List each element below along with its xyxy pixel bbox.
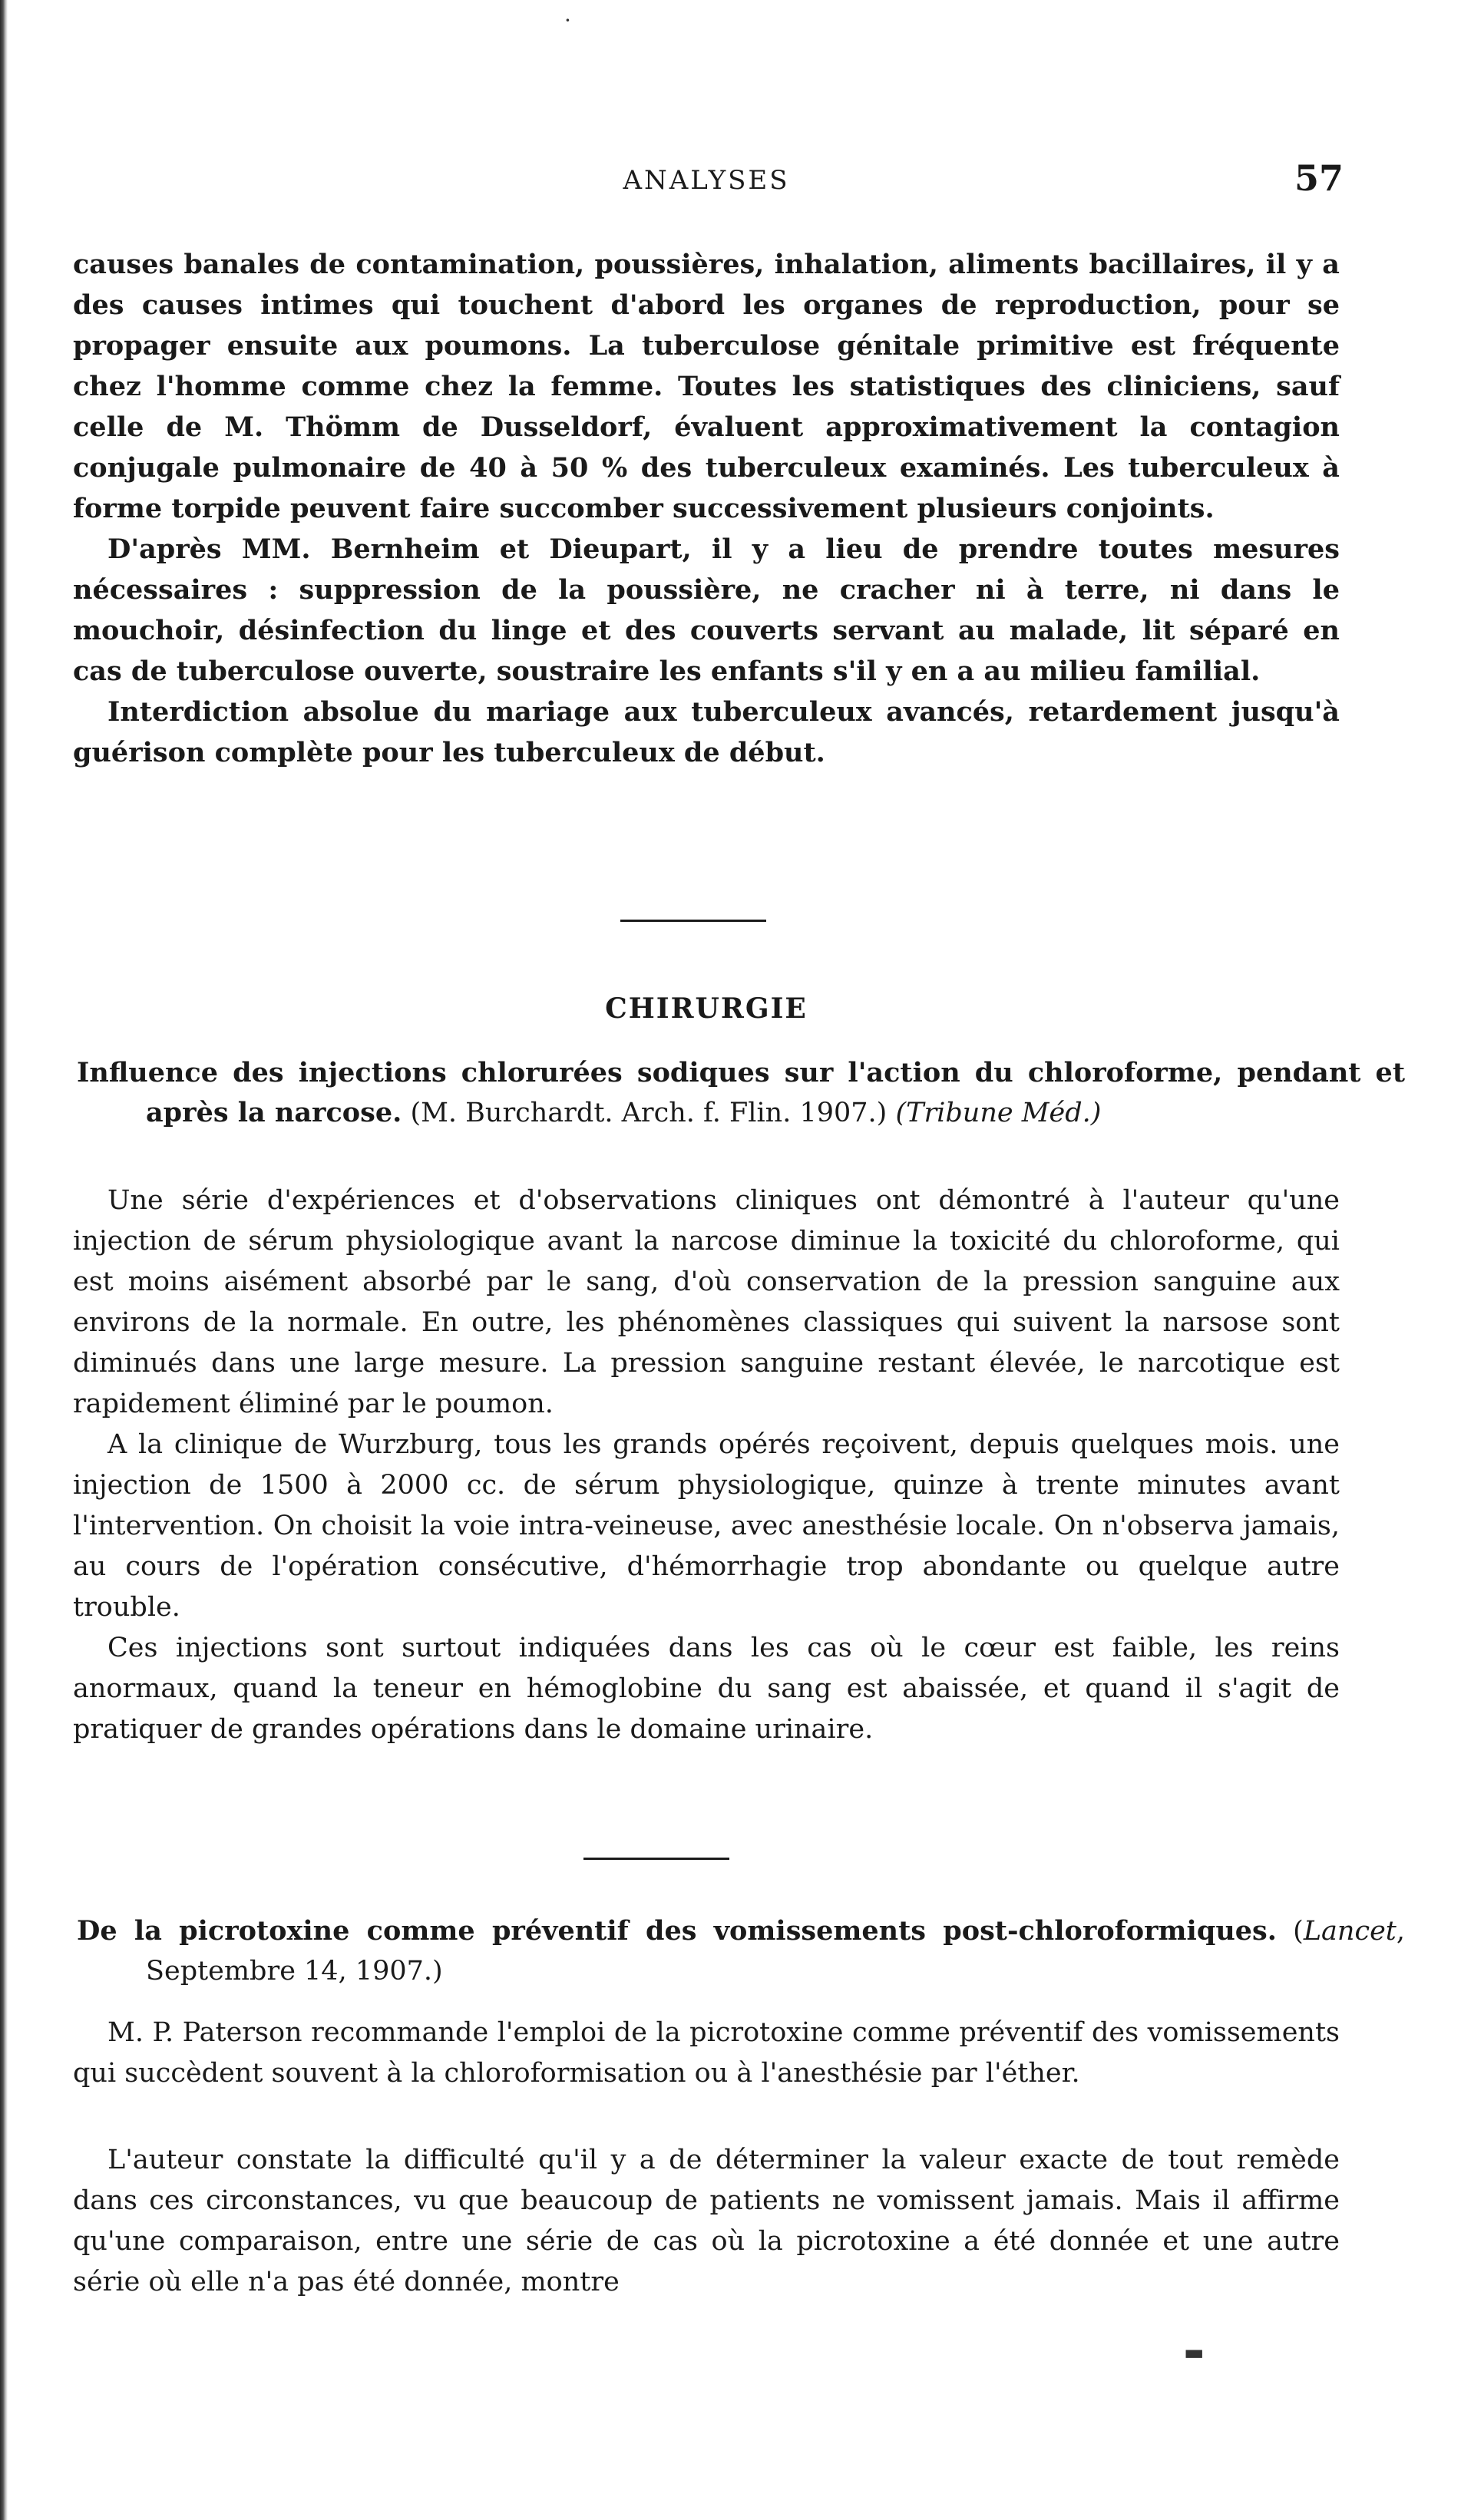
continuation-paragraph-2: D'après MM. Bernheim et Dieupart, il y a lieu de prendre toutes mesures nécessaires : suppression de la poussière, ne cracher ni à terre, ni dans le mouchoir, désinfection du linge et des couverts servant au malade, lit séparé en cas de tuberculose ouverte, soustraire les enfants s'il y en a au milieu familial. — [73, 533, 1340, 687]
article-1-body — [73, 1181, 1340, 1750]
scan-speck: ▬ — [1184, 2340, 1205, 2365]
article-1-title-text: Influence des injections chlorurées sodiques sur l'action du chloroforme, pendant et après la narcose. — [77, 1057, 1405, 1128]
scan-speck: · — [564, 8, 571, 33]
running-title: ANALYSES — [623, 165, 790, 196]
page-number: 57 — [1294, 157, 1344, 199]
article-2-title-text: De la picrotoxine comme préventif des vomissements post-chloroformiques. — [77, 1915, 1277, 1947]
article-2-source-open: ( — [1293, 1916, 1304, 1947]
section-heading: CHIRURGIE — [605, 992, 808, 1025]
continuation-paragraph-1: causes banales de contamination, poussières, inhalation, aliments bacillaires, il y a des causes intimes qui touchent d'abord les organes de reproduction, pour se propager ensuite aux poumons. La tuberculose génitale primitive est fréquente chez l'homme comme chez la femme. Toutes les statistiques des cliniciens, sauf celle de M. Thömm de Dusseldorf, évaluent approximativement la contagion conjugale pulmonaire de 40 à 50 % des tuberculeux examinés. Les tuberculeux à forme torpide peuvent faire succomber successivement plusieurs conjoints. — [73, 249, 1340, 524]
article-1-paragraph-1: Une série d'expériences et d'observations cliniques ont démontré à l'auteur qu'une injection de sérum physiologique avant la narcose diminue la toxicité du chloroforme, qui est moins aisément absorbé par le sang, d'où conservation de la pression sanguine aux environs de la normale. En outre, les phénomènes classiques qui suivent la narsose sont diminués dans une large mesure. La pression sanguine restant élevée, le narcotique est rapidement éliminé par le poumon. — [73, 1185, 1340, 1419]
article-1-source-journal: (Tribune Méd.) — [895, 1098, 1102, 1128]
article-2-source-journal: Lancet — [1303, 1916, 1397, 1947]
continuation-paragraph-3: Interdiction absolue du mariage aux tuberculeux avancés, retardement jusqu'à guérison complète pour les tuberculeux de début. — [73, 696, 1340, 768]
scan-binding-edge — [0, 0, 8, 2520]
article-2-paragraph-1: M. P. Paterson recommande l'emploi de la picrotoxine comme préventif des vomissements qui succèdent souvent à la chloroformisation ou à l'anesthésie par l'éther. — [73, 2017, 1340, 2089]
article-1-source: (M. Burchardt. Arch. f. Flin. 1907.) — [410, 1098, 888, 1128]
article-2-paragraph-2: L'auteur constate la difficulté qu'il y a de déterminer la valeur exacte de tout remède dans ces circonstances, vu que beaucoup de patients ne vomissent jamais. Mais il affirme qu'une comparaison, entre une série de cas où la picrotoxine a été donnée et une autre série où elle n'a pas été donnée, montre — [73, 2145, 1340, 2297]
article-1-paragraph-2: A la clinique de Wurzburg, tous les grands opérés reçoivent, depuis quelques mois. une injection de 1500 à 2000 cc. de sérum physiologique, quinze à trente minutes avant l'intervention. On choisit la voie intra-veineuse, avec anesthésie locale. On n'observa jamais, au cours de l'opération consécutive, d'hémorrhagie trop abondante ou quelque autre trouble. — [73, 1429, 1340, 1623]
article-2-source-date: , Septembre 14, 1907.) — [146, 1916, 1405, 1987]
running-head — [69, 157, 1344, 203]
article-1-title — [77, 1053, 1405, 1133]
section-divider — [620, 920, 766, 922]
article-1-paragraph-3: Ces injections sont surtout indiquées dans les cas où le cœur est faible, les reins anormaux, quand la teneur en hémoglobine du sang est abaissée, et quand il s'agit de pratiquer de grandes opérations dans le domaine urinaire. — [73, 1633, 1340, 1745]
continuation-text — [73, 244, 1340, 773]
article-2-body-continued — [73, 2140, 1340, 2303]
article-2-body — [73, 2013, 1340, 2094]
article-divider — [583, 1858, 729, 1860]
article-2-title — [77, 1911, 1405, 1991]
